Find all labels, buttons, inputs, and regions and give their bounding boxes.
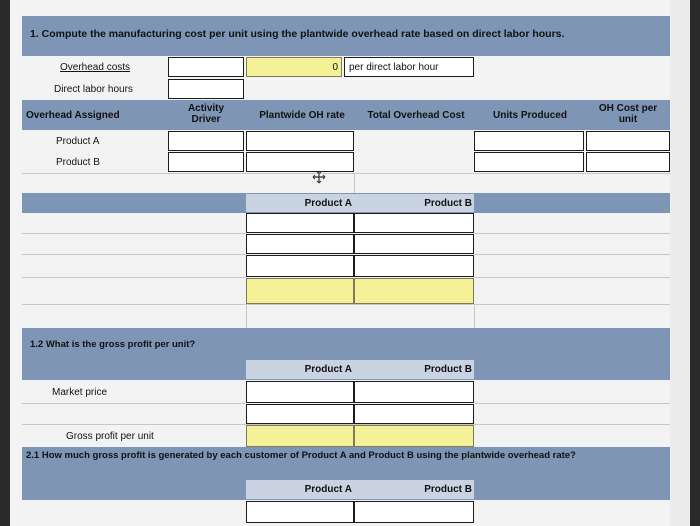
market-price-a-input[interactable]: [246, 381, 354, 403]
gp-row-2-a-input[interactable]: [246, 404, 354, 424]
cp-col-b-label: Product B: [424, 484, 472, 495]
gridline: [474, 233, 670, 234]
gp-row-2-b-input[interactable]: [354, 404, 474, 424]
header-plantwide-oh-rate: Plantwide OH rate: [259, 110, 345, 121]
product-b-units-produced-input[interactable]: [474, 152, 584, 172]
cost-row-4-b-input[interactable]: [354, 278, 474, 304]
cost-row-1-b-input[interactable]: [354, 213, 474, 233]
gross-profit-a-input[interactable]: [246, 425, 354, 447]
product-b-activity-driver-input[interactable]: [168, 152, 244, 172]
row-product-b-label: Product B: [56, 157, 100, 168]
cost-row-2-a-input[interactable]: [246, 234, 354, 254]
direct-labor-hours-label: Direct labor hours: [54, 84, 133, 95]
section-2-1-header: [22, 447, 670, 479]
gridline: [22, 173, 670, 174]
cp-col-a-label: Product A: [304, 484, 352, 495]
gp-col-b-label: Product B: [424, 364, 472, 375]
gross-profit-b-input[interactable]: [354, 425, 474, 447]
section-1-title: 1. Compute the manufacturing cost per unit using the plantwide overhead rate based on direct labor hours.: [30, 28, 565, 40]
section-1-header: [22, 16, 670, 56]
product-a-units-produced-input[interactable]: [474, 131, 584, 151]
gross-profit-per-unit-label: Gross profit per unit: [66, 431, 154, 442]
gridline: [474, 304, 475, 328]
rate-value: 0: [332, 62, 338, 73]
gridline: [22, 304, 670, 305]
cost-table-col-a-header: [246, 194, 354, 212]
cost-row-1-a-input[interactable]: [246, 213, 354, 233]
market-price-b-input[interactable]: [354, 381, 474, 403]
cost-row-3-a-input[interactable]: [246, 255, 354, 277]
gridline: [354, 173, 355, 193]
gp-col-a-header: [246, 360, 354, 379]
cost-table-col-b-label: Product B: [424, 198, 472, 209]
move-cursor-icon: [312, 170, 326, 184]
rate-value-cell[interactable]: [246, 57, 342, 77]
product-b-oh-cost-per-unit-input[interactable]: [586, 152, 670, 172]
cp-col-b-header: [354, 480, 474, 499]
gridline: [22, 277, 246, 278]
header-activity-driver: Activity Driver: [187, 103, 225, 125]
gridline: [22, 403, 246, 404]
section-1-2-title: 1.2 What is the gross profit per unit?: [30, 339, 196, 350]
header-overhead-assigned: Overhead Assigned: [26, 110, 120, 121]
gp-col-b-header: [354, 360, 474, 379]
direct-labor-hours-input[interactable]: [168, 79, 244, 99]
product-a-oh-cost-per-unit-input[interactable]: [586, 131, 670, 151]
gridline: [22, 233, 246, 234]
cp-row-1-a-input[interactable]: [246, 501, 354, 523]
cost-row-2-b-input[interactable]: [354, 234, 474, 254]
product-a-plantwide-rate-input[interactable]: [246, 131, 354, 151]
cost-table-col-a-label: Product A: [304, 198, 352, 209]
right-margin: [670, 0, 690, 526]
gridline: [474, 277, 670, 278]
market-price-label: Market price: [52, 387, 108, 398]
overhead-costs-label: Overhead costs: [60, 62, 131, 73]
cost-row-3-b-input[interactable]: [354, 255, 474, 277]
rate-unit-label: per direct labor hour: [349, 62, 439, 73]
cp-row-1-b-input[interactable]: [354, 501, 474, 523]
gridline: [246, 304, 247, 328]
section-1-2-header: [22, 328, 670, 359]
rate-unit-cell: [344, 57, 474, 77]
product-a-activity-driver-input[interactable]: [168, 131, 244, 151]
gp-col-a-label: Product A: [304, 364, 352, 375]
row-product-a-label: Product A: [56, 136, 100, 147]
worksheet: [10, 0, 690, 526]
gridline: [474, 254, 670, 255]
gridline: [22, 254, 246, 255]
cost-row-4-a-input[interactable]: [246, 278, 354, 304]
gridline: [474, 403, 670, 404]
header-oh-cost-per-unit: OH Cost per unit: [598, 103, 658, 125]
overhead-costs-input[interactable]: [168, 57, 244, 77]
cp-col-a-header: [246, 480, 354, 499]
header-units-produced: Units Produced: [493, 110, 567, 121]
product-b-plantwide-rate-input[interactable]: [246, 152, 354, 172]
section-2-1-title: 2.1 How much gross profit is generated by each customer of Product A and Product B using the plantwide overhead rate?: [26, 450, 576, 461]
header-total-overhead-cost: Total Overhead Cost: [367, 110, 465, 121]
cost-table-col-b-header: [354, 194, 474, 212]
